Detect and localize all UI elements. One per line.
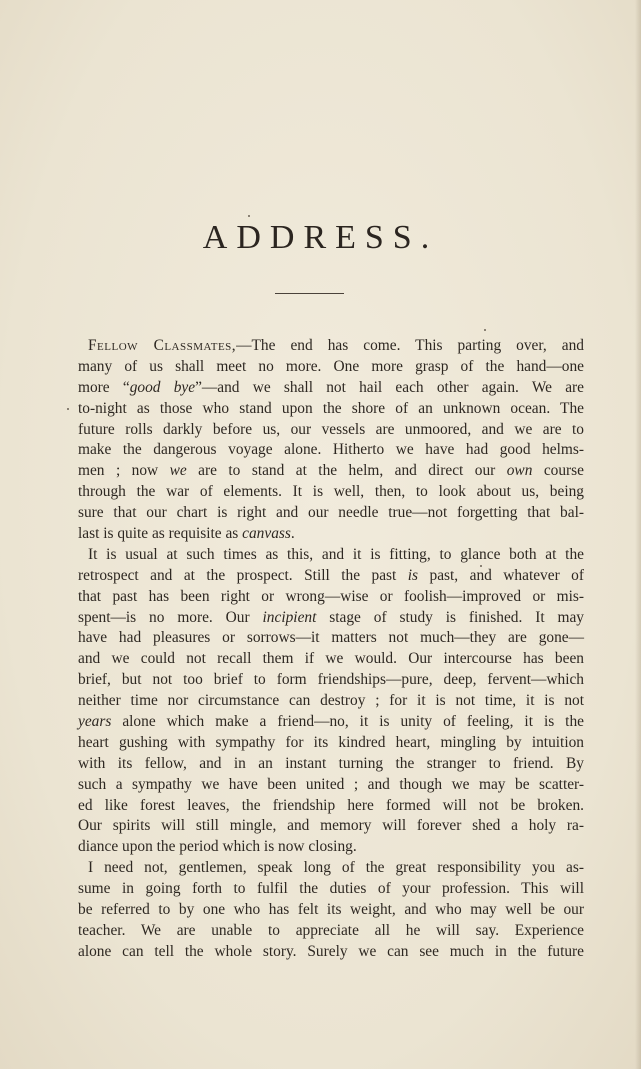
text-line: spent—is no more. Our incipient stage of study is finished. It may <box>78 608 584 626</box>
text-line: have had pleasures or sorrows—it matters not much—they are gone— <box>78 629 584 647</box>
text-line: Our spirits will still mingle, and memory will forever shed a holy ra- <box>78 817 584 835</box>
text-line: I need not, gentlemen, speak long of the great responsibility you as- <box>88 859 584 877</box>
emphasis: years <box>78 713 112 731</box>
text-line: make the dangerous voyage alone. Hitherto we have had good helms- <box>78 441 584 459</box>
text-line: Fellow Classmates,—The end has come. This parting over, and <box>88 337 584 354</box>
emphasis: we <box>169 462 187 480</box>
emphasis: canvass <box>242 525 291 543</box>
text-line: many of us shall meet no more. One more grasp of the hand—one <box>78 357 584 375</box>
print-speck <box>248 215 250 217</box>
text-line: with its fellow, and in an instant turning the stranger to friend. By <box>78 754 584 772</box>
text-line: be referred to by one who has felt its weight, and who may well be our <box>78 901 584 919</box>
emphasis: incipient <box>262 608 317 626</box>
text-line: last is quite as requisite as canvass. <box>78 525 295 543</box>
text-line: alone can tell the whole story. Surely we can see much in the future <box>78 942 584 960</box>
text-line: such a sympathy we have been united ; and though we may be scatter- <box>78 775 584 793</box>
text-line: It is usual at such times as this, and it is fitting, to glance both at the <box>88 545 584 563</box>
text-line: retrospect and at the prospect. Still the past is past, and whatever of <box>78 566 584 584</box>
text-line: teacher. We are unable to appreciate all he will say. Experience <box>78 921 584 939</box>
text-line: to-night as those who stand upon the shore of an unknown ocean. The <box>78 399 584 417</box>
text-line: years alone which make a friend—no, it is unity of feeling, it is the <box>78 713 584 731</box>
text-line: and we could not recall them if we would. Our intercourse has been <box>78 650 584 668</box>
title-rule <box>275 293 344 294</box>
text-line: sume in going forth to fulfil the duties of your profession. This will <box>78 880 584 898</box>
text-line: future rolls darkly before us, our vessels are unmoored, and we are to <box>78 420 584 438</box>
salutation: Fellow Classmates, <box>88 337 237 354</box>
print-speck <box>480 565 482 567</box>
text-line: diance upon the period which is now closing. <box>78 838 357 856</box>
text-line: that past has been right or wrong—wise or foolish—improved or mis- <box>78 587 584 605</box>
emphasis: is <box>407 566 419 584</box>
address-text <box>78 336 584 963</box>
text-line: sure that our chart is right and our needle true—not forgetting that bal- <box>78 504 584 522</box>
text-line: men ; now we are to stand at the helm, and direct our own course <box>78 462 585 480</box>
page-edge-shadow <box>635 0 641 1069</box>
text-line: ed like forest leaves, the friendship here formed will not be broken. <box>78 796 584 814</box>
page-title: ADDRESS. <box>202 219 439 256</box>
print-speck <box>484 329 486 331</box>
text-line: more “good bye”—and we shall not hail each other again. We are <box>78 378 584 396</box>
text-line: neither time nor circumstance can destroy ; for it is not time, it is not <box>78 692 584 710</box>
emphasis: good bye <box>129 378 196 396</box>
text-line: through the war of elements. It is well, then, to look about us, being <box>78 483 584 501</box>
text-line: heart gushing with sympathy for its kindred heart, mingling by intuition <box>78 733 584 751</box>
emphasis: own <box>506 462 533 480</box>
text-line: brief, but not too brief to form friendships—pure, deep, fervent—which <box>78 671 584 689</box>
print-speck <box>67 408 69 410</box>
